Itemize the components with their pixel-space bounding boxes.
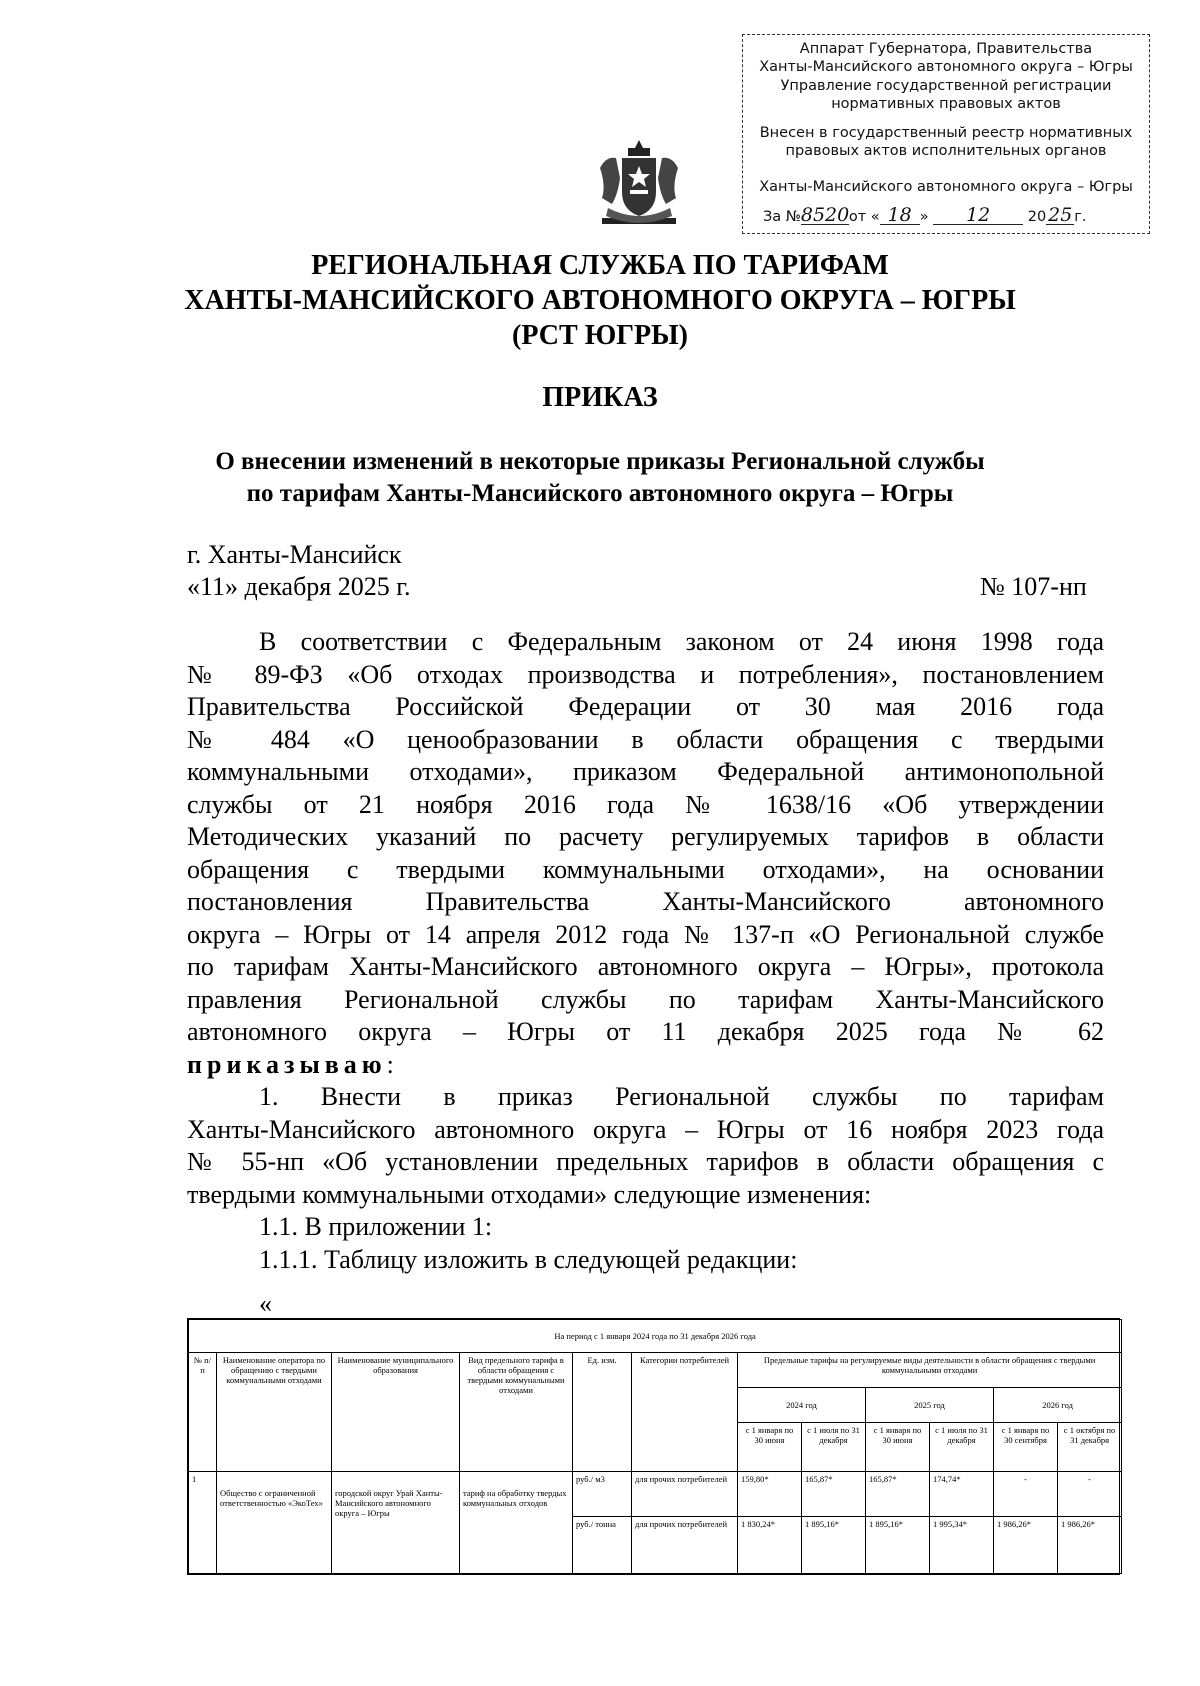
stamp-reg-number: 8520 (800, 204, 850, 226)
stamp-reg-year-prefix: 20 (1027, 209, 1047, 225)
stamp-reg-year: 25 (1048, 204, 1073, 226)
row-num: 1 (189, 1472, 217, 1574)
organization-title (150, 248, 1050, 353)
row-consumers: для прочих потребителей (632, 1472, 738, 1517)
text-line: твердыми коммунальными отходами» следующие изменения: (187, 1179, 872, 1209)
text-line: автономного округа – Югры от 11 декабря 2025 года № 62 (187, 1017, 1104, 1046)
order-word: приказываю (187, 1049, 387, 1079)
row-municipality: городской округ Урай Ханты-Мансийского автономного округа – Югры (332, 1472, 460, 1574)
header-period: с 1 июля по 31 декабря (802, 1423, 866, 1472)
header-year: 2025 год (866, 1388, 994, 1423)
subject-line: по тарифам Ханты-Мансийского автономного округа – Югры (246, 480, 954, 507)
row-value: 159,80* (738, 1472, 802, 1517)
stamp-reg-mid2: » (919, 209, 929, 225)
registration-stamp (742, 34, 1150, 234)
row-value: 165,87* (866, 1472, 930, 1517)
stamp-reg-mid: от « (848, 209, 880, 225)
stamp-reg-month: 12 (933, 207, 1023, 225)
org-line: (РСТ ЮГРЫ) (512, 320, 688, 351)
header-municipality: Наименование муниципального образования (332, 1353, 460, 1472)
text-line: № 89-ФЗ «Об отходах производства и потребления», постановлением (187, 659, 1104, 689)
header-period: с 1 января по 30 сентября (994, 1423, 1058, 1472)
org-line: РЕГИОНАЛЬНАЯ СЛУЖБА ПО ТАРИФАМ (311, 250, 889, 281)
coat-of-arms-icon (594, 138, 684, 230)
document-date: «11» декабря 2025 г. (187, 572, 411, 601)
row-value: 1 830,24* (738, 1517, 802, 1574)
preamble-paragraph (187, 626, 1104, 1276)
row-consumers: для прочих потребителей (632, 1517, 738, 1574)
row-value: 1 986,26* (994, 1517, 1058, 1574)
text-line: службы от 21 ноября 2016 года № 1638/16 «Об утверждении (187, 789, 1104, 819)
stamp-line: Аппарат Губернатора, Правительства (799, 41, 1093, 57)
stamp-line: Ханты-Мансийского автономного округа – Югры (759, 59, 1133, 75)
header-operator: Наименование оператора по обращению с твердыми коммунальными отходами (217, 1353, 332, 1472)
text-line: по тарифам Ханты-Мансийского автономного округа – Югры», протокола (187, 952, 1104, 981)
org-line: ХАНТЫ-МАНСИЙСКОГО АВТОНОМНОГО ОКРУГА – ЮГРЫ (184, 285, 1016, 316)
document-subject (150, 446, 1050, 510)
header-period: с 1 января по 30 июня (866, 1423, 930, 1472)
text-line: В соответствии с Федеральным законом от 24 июня 1998 года (259, 627, 1104, 656)
header-limits: Предельные тарифы на регулируемые виды деятельности в области обращения с твердыми коммунальными отходами (738, 1353, 1122, 1388)
text-line: 1.1.1. Таблицу изложить в следующей редакции: (259, 1244, 798, 1274)
row-value: 1 986,26* (1058, 1517, 1122, 1574)
row-unit: руб./ тонна (573, 1517, 632, 1574)
text-line: Методических указаний по расчету регулируемых тарифов в области (187, 822, 1104, 851)
stamp-registration-line (763, 204, 1141, 226)
quote-open: « (259, 1289, 272, 1318)
row-value: 1 995,34* (930, 1517, 994, 1574)
header-tariff-type: Вид предельного тарифа в области обращения с твердыми коммунальными отходами (460, 1353, 573, 1472)
text-line: 1. Внести в приказ Региональной службы по тарифам (259, 1082, 1104, 1111)
row-tariff-type: тариф на обработку твердых коммунальных отходов (460, 1472, 573, 1574)
row-value: 1 895,16* (802, 1517, 866, 1574)
row-operator: Общество с ограниченной ответственностью «ЭкоТех» (217, 1472, 332, 1574)
table-period: На период с 1 января 2024 года по 31 декабря 2026 года (189, 1320, 1122, 1353)
stamp-reg-day: 18 (880, 207, 920, 225)
text-line: Правительства Российской Федерации от 30 мая 2016 года (187, 692, 1104, 721)
tariff-table (187, 1318, 1120, 1575)
text-line: округа – Югры от 14 апреля 2012 года № 137-п «О Региональной службе (187, 919, 1104, 949)
text-line: постановления Правительства Ханты-Мансийского автономного (187, 887, 1104, 916)
row-value: 174,74* (930, 1472, 994, 1517)
stamp-line: нормативных правовых актов (831, 96, 1061, 112)
header-consumers: Категории потребителей (632, 1353, 738, 1472)
row-value: 165,87* (802, 1472, 866, 1517)
header-period: с 1 октября по 31 декабря (1058, 1423, 1122, 1472)
stamp-reg-suffix: г. (1074, 209, 1087, 225)
document-type: ПРИКАЗ (542, 382, 658, 413)
stamp-reg-prefix: За № (763, 209, 801, 225)
order-colon: : (386, 1049, 394, 1079)
text-line: обращения с твердыми коммунальными отходами», на основании (187, 854, 1104, 884)
row-value: - (1058, 1472, 1122, 1517)
stamp-line: Управление государственной регистрации (780, 78, 1112, 94)
header-year: 2024 год (738, 1388, 866, 1423)
row-value: - (994, 1472, 1058, 1517)
row-value: 1 895,16* (866, 1517, 930, 1574)
header-year: 2026 год (994, 1388, 1122, 1423)
text-line: Ханты-Мансийского автономного округа – Югры от 16 ноября 2023 года (187, 1114, 1104, 1144)
stamp-line: Ханты-Мансийского автономного округа – Югры (759, 179, 1133, 195)
header-period: с 1 июля по 31 декабря (930, 1423, 994, 1472)
header-period: с 1 января по 30 июня (738, 1423, 802, 1472)
document-number: № 107-нп (980, 572, 1087, 601)
table-row (189, 1472, 1122, 1517)
header-num: № п/п (189, 1353, 217, 1472)
stamp-line: правовых актов исполнительных органов (785, 143, 1107, 159)
header-unit: Ед. изм. (573, 1353, 632, 1472)
stamp-line: Внесен в государственный реестр нормативных (759, 125, 1133, 141)
row-unit: руб./ м3 (573, 1472, 632, 1517)
subject-line: О внесении изменений в некоторые приказы Региональной службы (215, 448, 985, 475)
text-line: № 55-нп «Об установлении предельных тарифов в области обращения с (187, 1147, 1104, 1176)
text-line: № 484 «О ценообразовании в области обращения с твердыми (187, 724, 1104, 754)
text-line: 1.1. В приложении 1: (259, 1212, 493, 1241)
place: г. Ханты-Мансийск (187, 540, 402, 569)
text-line: коммунальными отходами», приказом Федеральной антимонопольной (187, 757, 1104, 786)
text-line: правления Региональной службы по тарифам Ханты-Мансийского (187, 984, 1104, 1014)
